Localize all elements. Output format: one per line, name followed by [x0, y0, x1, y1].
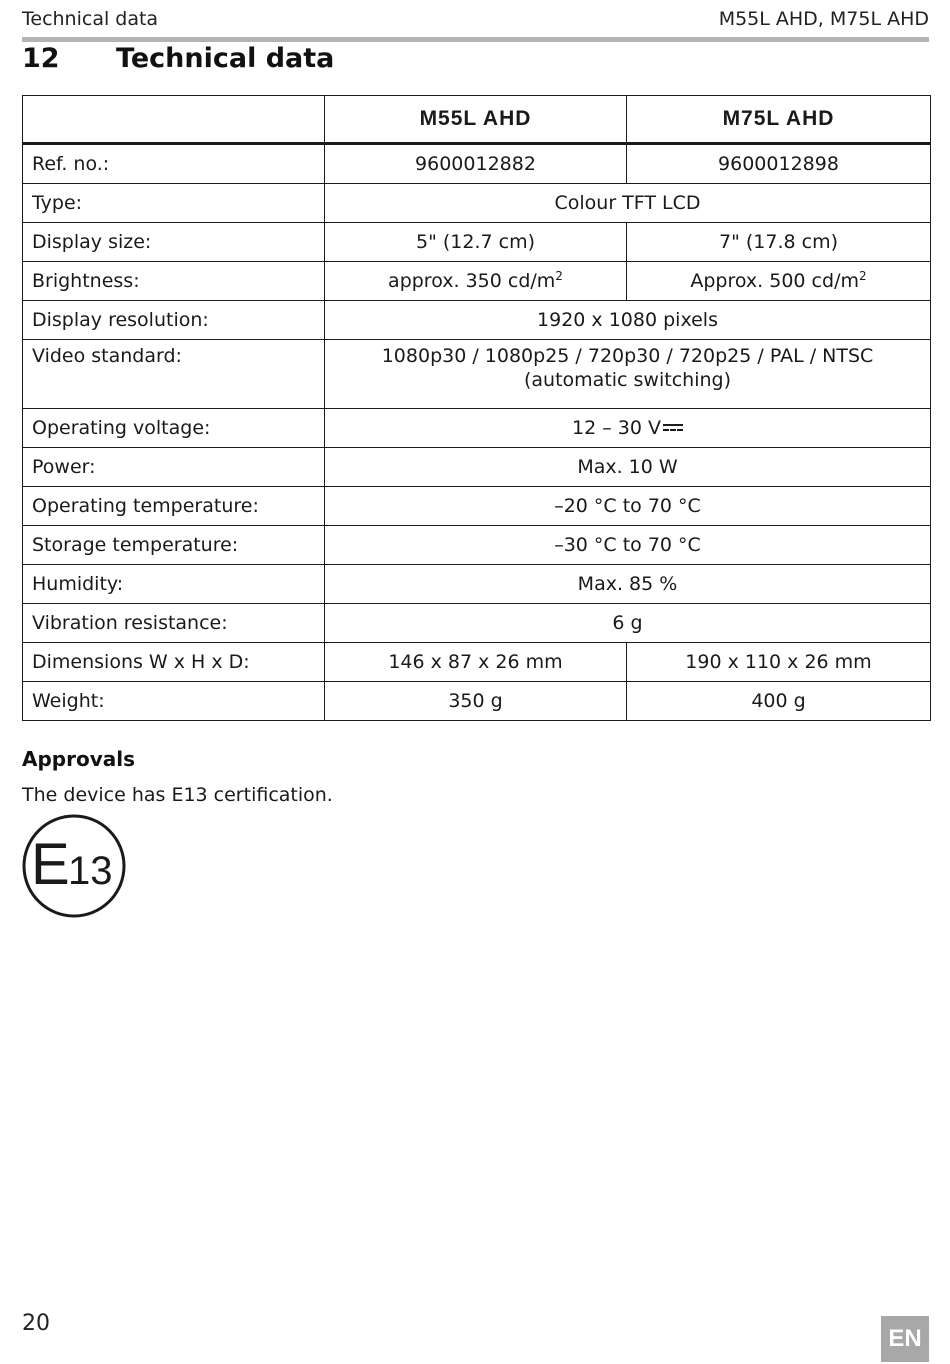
- table-row: [23, 643, 931, 682]
- m55l-value: 9600012882: [325, 144, 627, 184]
- table-row: [23, 487, 931, 526]
- shared-value: [325, 340, 931, 409]
- shared-value: 6 g: [325, 604, 931, 643]
- m75l-value: [627, 262, 931, 301]
- m55l-value: [325, 262, 627, 301]
- shared-value: –30 °C to 70 °C: [325, 526, 931, 565]
- column-header-blank: [23, 96, 325, 144]
- m55l-brightness-text: approx. 350 cd/m: [388, 270, 556, 292]
- m75l-value: 400 g: [627, 682, 931, 721]
- row-label: Brightness:: [23, 262, 325, 301]
- row-label: Dimensions W x H x D:: [23, 643, 325, 682]
- running-header-models: M55L AHD, M75L AHD: [718, 8, 929, 30]
- m75l-value: 7" (17.8 cm): [627, 223, 931, 262]
- table-row: [23, 604, 931, 643]
- row-label: Vibration resistance:: [23, 604, 325, 643]
- column-header-m75l: M75L AHD: [627, 96, 931, 144]
- m55l-value: 146 x 87 x 26 mm: [325, 643, 627, 682]
- m55l-value: 350 g: [325, 682, 627, 721]
- row-label: Operating voltage:: [23, 409, 325, 448]
- table-row: [23, 409, 931, 448]
- approvals-heading: Approvals: [22, 747, 136, 771]
- table-row: [23, 565, 931, 604]
- direct-current-icon: [663, 421, 683, 435]
- shared-value: –20 °C to 70 °C: [325, 487, 931, 526]
- voltage-text: 12 – 30 V: [572, 417, 661, 439]
- page-number: 20: [22, 1311, 50, 1336]
- table-row: [23, 682, 931, 721]
- language-badge: EN: [881, 1316, 929, 1362]
- m75l-value: 190 x 110 x 26 mm: [627, 643, 931, 682]
- table-row: [23, 526, 931, 565]
- e13-approval-mark-icon: [21, 814, 127, 918]
- row-label: Power:: [23, 448, 325, 487]
- shared-value: Max. 10 W: [325, 448, 931, 487]
- table-row: [23, 448, 931, 487]
- e13-mark-letter: E: [31, 832, 70, 897]
- table-header-row: [23, 96, 931, 144]
- approvals-text: The device has E13 certification.: [22, 784, 333, 806]
- row-label: Operating temperature:: [23, 487, 325, 526]
- shared-value: [325, 409, 931, 448]
- table-row: [23, 184, 931, 223]
- m75l-value: 9600012898: [627, 144, 931, 184]
- header-divider: [22, 37, 929, 42]
- table-row: [23, 223, 931, 262]
- technical-data-table: [22, 95, 931, 721]
- row-label: Video standard:: [23, 340, 325, 409]
- row-label: Display size:: [23, 223, 325, 262]
- row-label: Display resolution:: [23, 301, 325, 340]
- table-row: [23, 262, 931, 301]
- e13-mark-number: 13: [68, 849, 113, 893]
- shared-value: 1920 x 1080 pixels: [325, 301, 931, 340]
- running-header: [22, 6, 929, 34]
- row-label: Humidity:: [23, 565, 325, 604]
- table-row: [23, 301, 931, 340]
- running-header-section: Technical data: [22, 8, 159, 30]
- superscript: 2: [555, 269, 563, 283]
- table-row: [23, 340, 931, 409]
- shared-value: Colour TFT LCD: [325, 184, 931, 223]
- superscript: 2: [858, 269, 867, 283]
- table-row: [23, 144, 931, 184]
- row-label: Ref. no.:: [23, 144, 325, 184]
- row-label: Weight:: [23, 682, 325, 721]
- chapter-number: 12: [22, 43, 60, 74]
- m55l-value: 5" (12.7 cm): [325, 223, 627, 262]
- row-label: Storage temperature:: [23, 526, 325, 565]
- column-header-m55l: M55L AHD: [325, 96, 627, 144]
- video-standard-line-1: 1080p30 / 1080p25 / 720p30 / 720p25 / PAL / NTSC: [381, 345, 874, 367]
- chapter-title: Technical data: [116, 43, 335, 74]
- m75l-brightness-text: Approx. 500 cd/m: [690, 270, 859, 292]
- row-label: Type:: [23, 184, 325, 223]
- shared-value: Max. 85 %: [325, 565, 931, 604]
- video-standard-line-2: (automatic switching): [524, 369, 731, 391]
